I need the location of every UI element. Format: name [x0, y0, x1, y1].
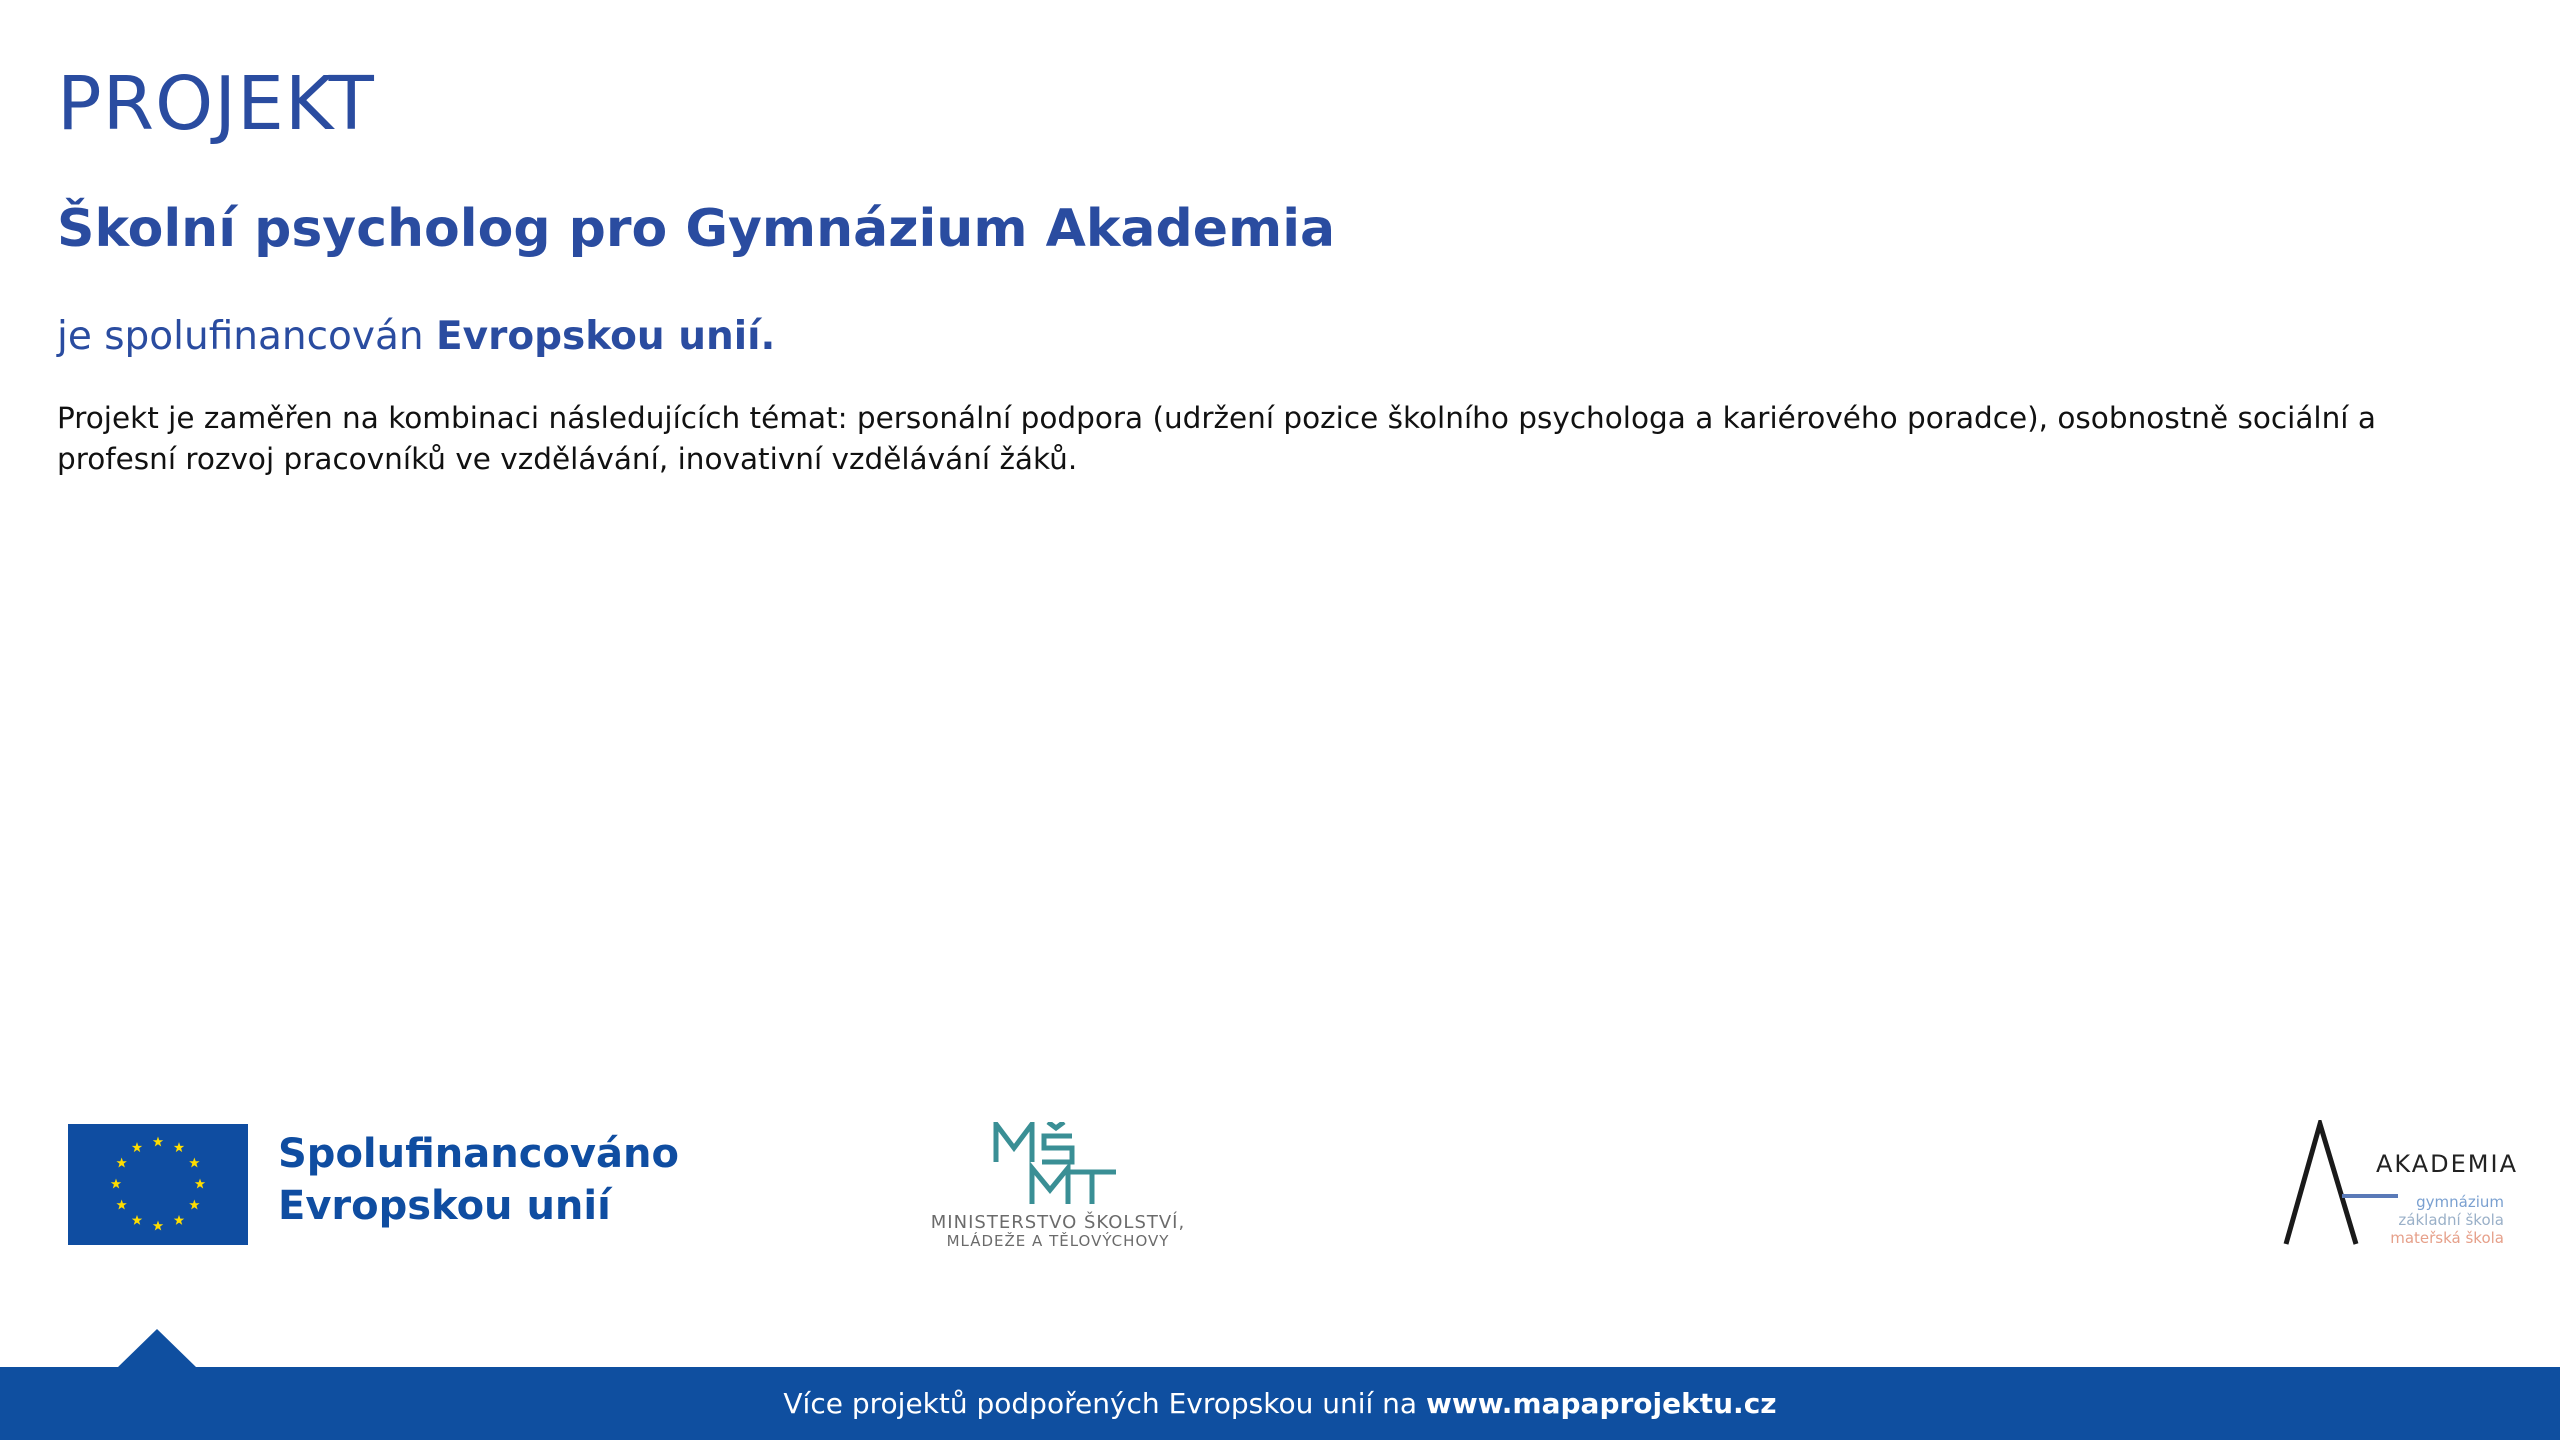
akademia-sub-materska: mateřská škola	[2390, 1229, 2504, 1247]
msmt-mark-icon	[992, 1122, 1122, 1208]
msmt-line1: MINISTERSTVO ŠKOLSTVÍ,	[930, 1212, 1186, 1233]
cofinancing-eu: Evropskou unií.	[436, 314, 776, 359]
akademia-name: AKADEMIA	[2376, 1150, 2518, 1178]
eu-flag-stars-icon	[68, 1124, 248, 1245]
eu-logo-text	[278, 1128, 679, 1232]
akademia-sub-gymnazium: gymnázium	[2416, 1193, 2504, 1211]
project-description: Projekt je zaměřen na kombinaci následujících témat: personální podpora (udržení pozice školního psychologa a kariérového poradce), osobnostně sociální a profesní rozvoj pracovníků ve vzdělávání, inovativní vzdělávání žáků.	[57, 401, 2376, 476]
page-title: PROJEKT	[57, 61, 375, 147]
footer-bar	[0, 1367, 2560, 1440]
msmt-logo	[928, 1122, 1188, 1252]
footer-tab-arrow-icon	[117, 1329, 197, 1368]
akademia-sub-zakladni: základní škola	[2398, 1211, 2504, 1229]
eu-logo-line1: Spolufinancováno	[278, 1131, 679, 1177]
eu-logo	[68, 1124, 679, 1246]
project-name: Školní psycholog pro Gymnázium Akademia	[57, 199, 1336, 259]
eu-logo-line2: Evropskou unií	[278, 1183, 611, 1229]
eu-flag-icon	[68, 1124, 248, 1245]
footer-text: Více projektů podpořených Evropskou unií na	[783, 1387, 1426, 1420]
msmt-line2: MLÁDEŽE A TĚLOVÝCHOVY	[946, 1232, 1170, 1250]
cofinancing-prefix: je spolufinancován	[57, 314, 437, 359]
footer-link[interactable]: www.mapaprojektu.cz	[1425, 1387, 1777, 1420]
cofinancing-statement	[57, 314, 775, 361]
akademia-a-icon	[2282, 1120, 2402, 1248]
akademia-logo	[2282, 1120, 2518, 1250]
